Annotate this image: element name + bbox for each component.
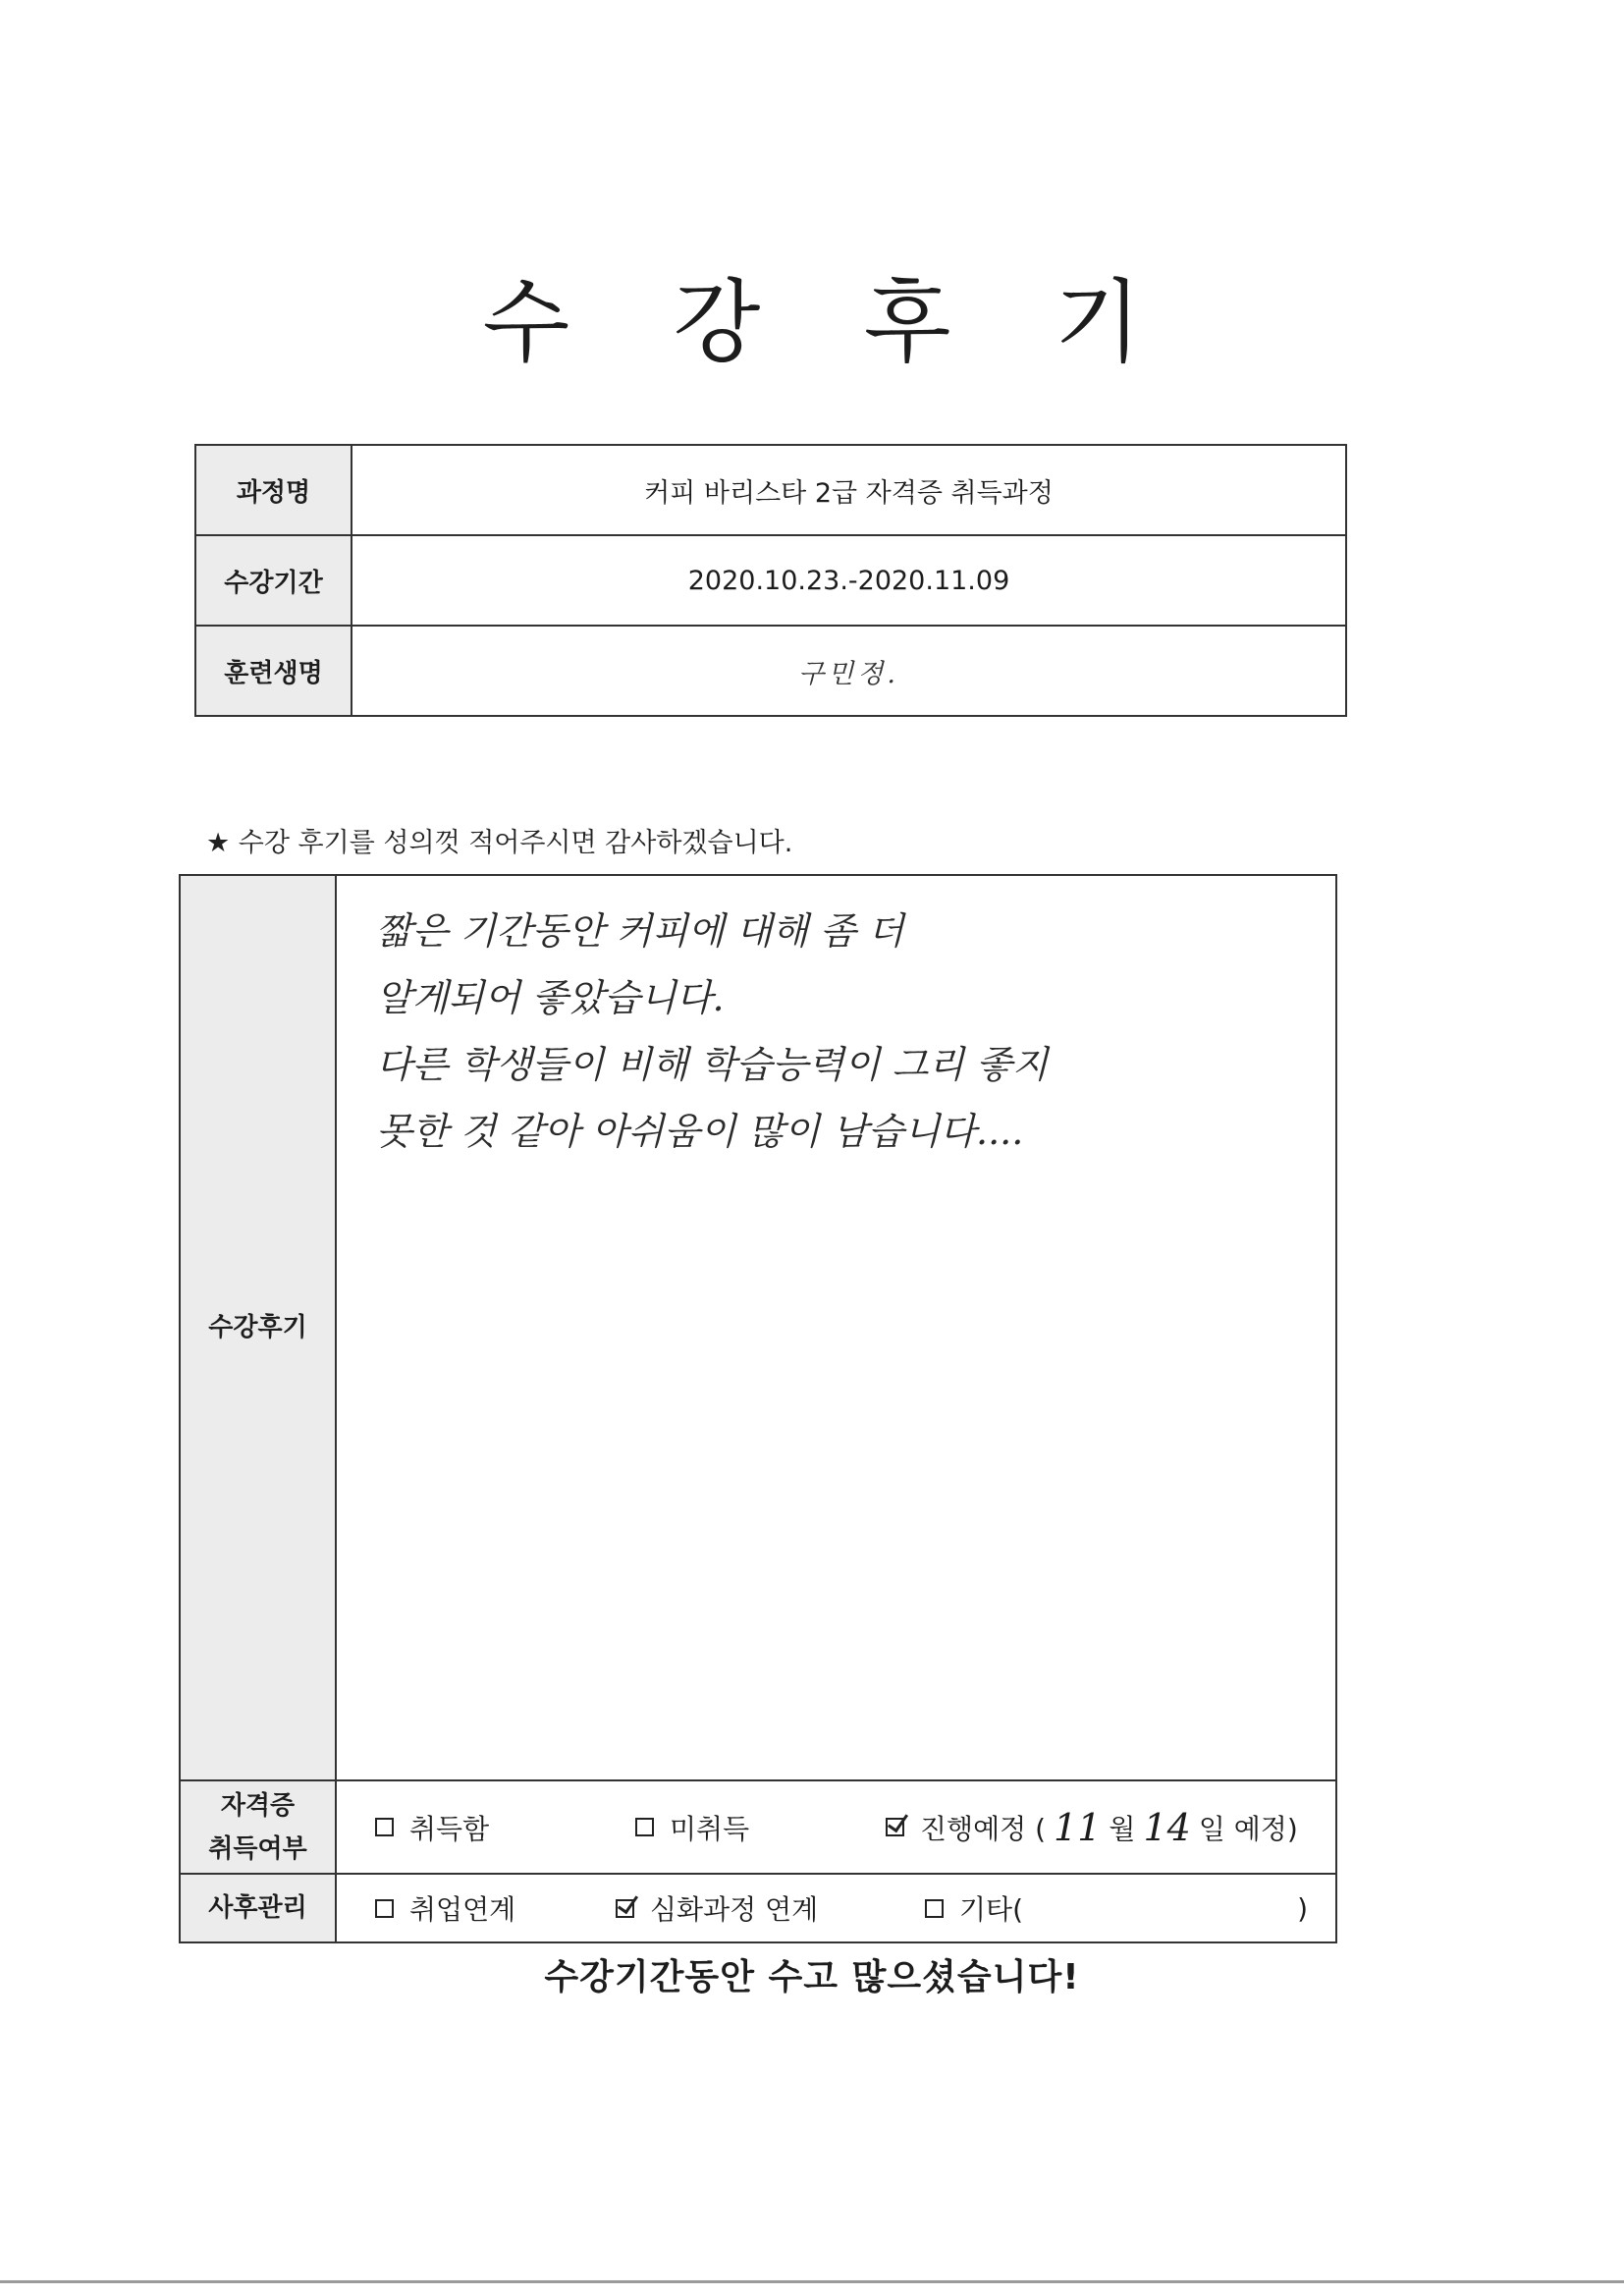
aftercare-option-advanced-label: 심화과정 연계 bbox=[650, 1893, 819, 1926]
course-name-value: 커피 바리스타 2급 자격증 취득과정 bbox=[352, 445, 1346, 535]
closing-message: 수강기간동안 수고 많으셨습니다! bbox=[544, 1957, 1080, 1997]
table-row bbox=[180, 875, 1336, 1780]
checkbox-unchecked-icon[interactable] bbox=[925, 1899, 944, 1918]
scan-edge-divider bbox=[0, 2280, 1624, 2283]
review-line: 다른 학생들이 비해 학습능력이 그리 좋지 bbox=[376, 1043, 1049, 1086]
review-body[interactable] bbox=[336, 875, 1336, 1780]
review-line: 짧은 기간동안 커피에 대해 좀 더 bbox=[376, 909, 904, 953]
day-suffix: 일 예정) bbox=[1198, 1812, 1298, 1845]
page-title: 수 강 후 기 bbox=[482, 270, 1179, 375]
review-line: 알게되어 좋았습니다. bbox=[376, 976, 725, 1019]
certificate-label bbox=[180, 1780, 336, 1874]
certificate-options bbox=[336, 1780, 1336, 1874]
notice-text: ★ 수강 후기를 성의껏 적어주시면 감사하겠습니다. bbox=[206, 828, 793, 858]
aftercare-option-other-close: ) bbox=[1297, 1891, 1308, 1925]
aftercare-options bbox=[336, 1874, 1336, 1942]
cert-option-scheduled[interactable] bbox=[886, 1806, 1298, 1849]
aftercare-option-other-label: 기타( bbox=[959, 1893, 1024, 1926]
certificate-label-line2: 취득여부 bbox=[208, 1833, 307, 1864]
cert-option-acquired-label: 취득함 bbox=[409, 1812, 490, 1845]
table-row bbox=[180, 1874, 1336, 1942]
month-unit: 월 bbox=[1109, 1812, 1136, 1845]
checkbox-unchecked-icon[interactable] bbox=[375, 1899, 394, 1918]
aftercare-option-employment-label: 취업연계 bbox=[409, 1893, 516, 1926]
checkbox-checked-icon[interactable] bbox=[886, 1818, 904, 1836]
period-label: 수강기간 bbox=[195, 535, 352, 626]
aftercare-option-other[interactable] bbox=[925, 1888, 1308, 1928]
review-label: 수강후기 bbox=[180, 875, 336, 1780]
cert-option-not-acquired-label: 미취득 bbox=[670, 1812, 750, 1845]
scheduled-month-handwritten: 11 bbox=[1054, 1805, 1102, 1849]
cert-option-acquired[interactable] bbox=[375, 1808, 635, 1847]
aftercare-option-employment[interactable] bbox=[375, 1888, 616, 1928]
table-row bbox=[195, 445, 1346, 535]
cert-option-not-acquired[interactable] bbox=[635, 1808, 886, 1847]
review-table bbox=[179, 874, 1337, 1943]
trainee-name-handwritten: 구민정. bbox=[352, 626, 1346, 716]
checkbox-unchecked-icon[interactable] bbox=[635, 1818, 654, 1836]
trainee-label: 훈련생명 bbox=[195, 626, 352, 716]
review-line: 못한 것 같아 아쉬움이 많이 남습니다.... bbox=[376, 1110, 1024, 1153]
course-name-label: 과정명 bbox=[195, 445, 352, 535]
table-row bbox=[180, 1780, 1336, 1874]
cert-option-scheduled-label: 진행예정 ( bbox=[920, 1812, 1047, 1845]
aftercare-option-advanced[interactable] bbox=[616, 1888, 925, 1928]
table-row bbox=[195, 535, 1346, 626]
checkbox-unchecked-icon[interactable] bbox=[375, 1818, 394, 1836]
table-row bbox=[195, 626, 1346, 716]
period-value: 2020.10.23.-2020.11.09 bbox=[352, 535, 1346, 626]
certificate-label-line1: 자격증 bbox=[220, 1790, 296, 1821]
checkbox-checked-icon[interactable] bbox=[616, 1899, 634, 1918]
aftercare-label: 사후관리 bbox=[180, 1874, 336, 1942]
course-info-table bbox=[194, 444, 1347, 717]
scheduled-day-handwritten: 14 bbox=[1143, 1805, 1191, 1849]
